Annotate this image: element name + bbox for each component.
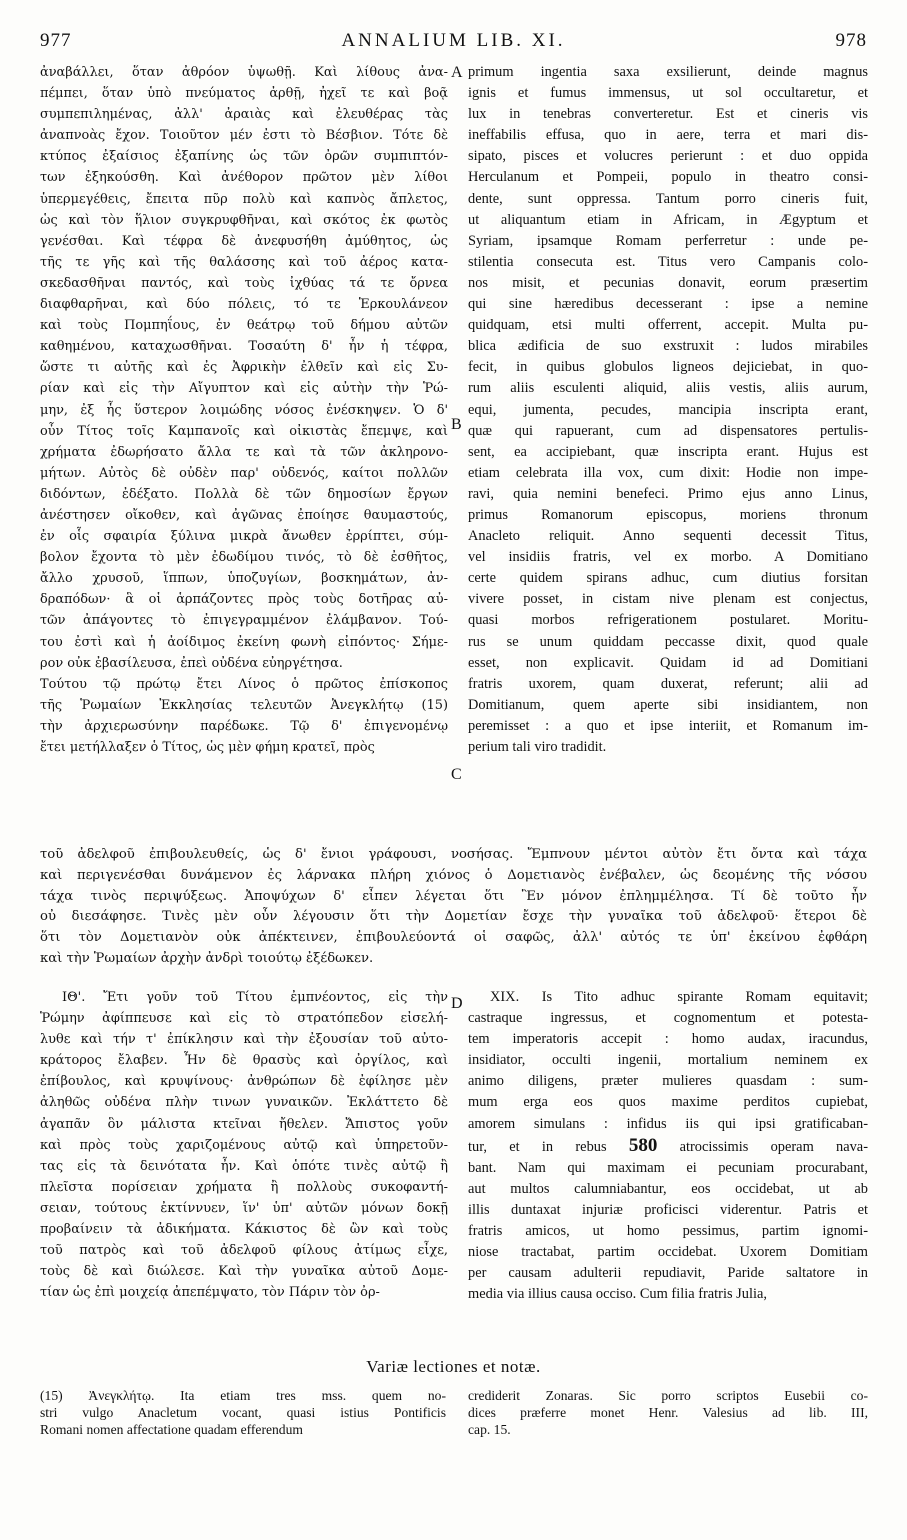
section-marker-d: D <box>451 995 463 1012</box>
greek-text-line: δραπόδων· ἃ οἱ ἁρπάζοντες πρὸς τοὺς δοτῆρας αὐ- <box>40 592 448 608</box>
greek-full-width-passage <box>40 845 867 975</box>
latin-text-line: ravi, quia nemini benefeci. Primo ejus anno Linus, <box>468 485 868 502</box>
note-line: (15) Ἀνεγκλήτῳ. Ita etiam tres mss. quem no- <box>40 1388 446 1403</box>
greek-text-line: χρήματα ἐδωρήσατο ἄλλα τε καὶ τὰ τῶν ἀκληρονο- <box>40 444 448 460</box>
greek-text-line: συμπεπιλημένας, ἀλλ' ἀραιὰς καὶ ἐλευθέρας τὰς <box>40 107 448 123</box>
greek-text-line: ἀγαπᾶν ὃν μάλιστα κτεῖναι ἤθελεν. Ἄπιστος γοῦν <box>40 1116 448 1132</box>
latin-text-line: ut aliquantum etiam in Africam, in Ægyptum et <box>468 211 868 228</box>
latin-text-line: nos misit, et pecunias donavit, eorum præsertim <box>468 274 868 291</box>
latin-text-line: fratris amicos, ut homo pessimus, partim ignomi- <box>468 1223 868 1240</box>
greek-text-line: τῶν ἀπάγοντες τὸ ἐπιγεγραμμένον ἐλάμβανον. Τού- <box>40 613 448 629</box>
latin-text-line: quasi morbos refrigerationem postularet. Moritu- <box>468 612 868 629</box>
greek-text-line: γενέσθαι. Καὶ τέφρα δὲ ἀνεφυσήθη ἀμύθητος, ὡς <box>40 233 448 249</box>
latin-text-line: mum erga eos quos maxime perditos cupiebat, <box>468 1094 868 1111</box>
greek-text-line: λυθε καὶ τήν τ' ἐπίκλησιν καὶ τὴν ἐξουσίαν τοῦ αὐτο- <box>40 1032 448 1048</box>
latin-text-line: etiam celebrata illa vox, cum dixit: Hodie non impe- <box>468 464 868 481</box>
latin-text-line: vivere posset, in cistam nive plenam est conjectus, <box>468 591 868 608</box>
note-line: cap. 15. <box>468 1422 511 1437</box>
latin-text-line: fecit, in quibus globulos ligneos dejiciebat, in quo- <box>468 359 868 376</box>
greek-text-line: πέμπει, ὅταν ὑπὸ πνεύματος ἀρθῇ, ἠχεῖ τε καὶ βοᾷ <box>40 86 448 102</box>
note-line: crediderit Zonaras. Sic porro scriptos Eusebii co- <box>468 1388 868 1403</box>
latin-text-line: castraque ingressus, et cognomentum et potesta- <box>468 1010 868 1027</box>
greek-text-line: καὶ πρὸς τοὺς χαριζομένους αὐτῷ καὶ ὑπηρετοῦν- <box>40 1137 448 1153</box>
section-marker-a: A <box>451 64 463 81</box>
greek-text-line: τοῦ πατρὸς καὶ τοῦ ἀδελφοῦ φίλους ἀτίμως εἶχε, <box>40 1243 448 1259</box>
latin-text-line: bant. Nam qui maximam ei pecuniam procurabant, <box>468 1159 868 1176</box>
greek-text-line: ἀναβάλλει, ὅταν ἀθρόον ὑψωθῇ. Καὶ λίθους ἀνα- <box>40 65 448 80</box>
latin-text-line: tur, et in rebus 580 atrocissimis operam nava- <box>468 1134 868 1156</box>
latin-text-line: Herculanum et Pompeii, populo in theatro consi- <box>468 169 868 186</box>
latin-text-line: Anacleto reliquit. Anno sequenti decessit Titus, <box>468 528 868 545</box>
greek-text-line: τάχα τινὸς περιψύξεως. Ἀποψύχων δ' εἶπεν λέγεται ὅτι Ἓν μόνον ἐπλημμέλησα. Τί δὲ τοῦτο ἦν <box>40 888 867 904</box>
latin-text-line: XIX. Is Tito adhuc spirante Romam equitavit; <box>490 989 868 1005</box>
greek-text-line: τῆς Ῥωμαίων Ἐκκλησίας τελευτῶν Ἀνεγκλήτῳ (15) <box>40 697 448 713</box>
notes-right-column <box>468 1387 868 1457</box>
note-line: Romani nomen affectatione quadam efferendum <box>40 1422 303 1437</box>
latin-text-line: amorem simulans : infidus iis qui ipsi gratificaban- <box>468 1115 868 1132</box>
greek-text-line: μήτων. Αὐτὸς δὲ οὐδὲν παρ' οὐδενός, καίτοι πολλῶν <box>40 465 448 481</box>
greek-column-top <box>40 62 448 842</box>
notes-title: Variæ lectiones et notæ. <box>366 1357 541 1376</box>
greek-text-line: σκεδασθῆναι παντός, καὶ τοὺς ἰχθύας τά τε ὄρνεα <box>40 275 448 291</box>
latin-text-line: rum aliis esculenti aliquid, aliis vestis, aliis aurum, <box>468 380 868 397</box>
running-title: ANNALIUM LIB. XI. <box>341 30 566 51</box>
latin-text-line: esset, non explicavit. Quidam id ad Domitiani <box>468 654 868 671</box>
latin-text-line: quæ qui rapuerant, cum ad dispensatores pertulis- <box>468 422 868 439</box>
latin-text-line: primum ingentia saxa exsilierunt, deinde magnus <box>468 64 868 80</box>
greek-text-line: ἔτει μετήλλαξεν ὁ Τίτος, ὡς μὲν φήμη κρατεῖ, πρὸς <box>40 740 375 755</box>
margin-number: 580 <box>628 1134 658 1156</box>
greek-text-line: διαφθαρῆναι, καὶ δύο πόλεις, τό τε Ἑρκουλάνεον <box>40 297 448 313</box>
greek-text-line: ἄλλο χρυσοῦ, ἵππων, ὑποζυγίων, βοσκημάτων, ἀν- <box>40 571 448 587</box>
latin-text-line: peremisset : a quo et ipse interiit, et Romanum im- <box>468 717 868 734</box>
greek-text-line: τοὺς δὲ καὶ διώλεσε. Καὶ τὴν γυναῖκα αὐτοῦ Δομε- <box>40 1264 448 1280</box>
greek-text-line: καθημένου, καταχωσθῆναι. Τοσαύτη δ' ἦν ἡ τέφρα, <box>40 339 448 355</box>
page-number-right: 978 <box>835 30 867 51</box>
greek-text-line: τοῦ ἀδελφοῦ ἐπιβουλευθείς, ὡς δ' ἔνιοι γράφουσι, νοσήσας. Ἔμπνουν μέντοι αὐτὸν ἔτι ὄντα καὶ τάχα <box>40 847 867 862</box>
greek-text-line: διδόντων, ἐδέξατο. Πολλὰ δὲ τῶν δημοσίων ἔργων <box>40 486 448 502</box>
latin-text-line: insidiator, occulti ingenii, mortalium neminem ex <box>468 1052 868 1069</box>
greek-text-line: ΙΘ'. Ἔτι γοῦν τοῦ Τίτου ἐμπνέοντος, εἰς τὴν <box>62 990 448 1005</box>
page-header <box>40 30 867 56</box>
greek-text-line: καὶ τὴν Ῥωμαίων ἀρχὴν ἀνδρὶ τοιούτῳ ἐξέδωκεν. <box>40 950 374 966</box>
greek-text-line: ἀναπνοὰς ἔχον. Τοιοῦτον μέν ἐστι τὸ Βέσβιον. Τότε δὲ <box>40 128 448 144</box>
latin-text-line: tem imperatoris accepit : homo audax, iracundus, <box>468 1031 868 1048</box>
latin-text-line: sipato, pisces et volucres perierunt : et duo oppida <box>468 148 868 165</box>
latin-text-line: fratris uxorem, quam duxerat, referunt; alii ad <box>468 675 868 692</box>
greek-text-line: ἀνέστησεν οἴκοθεν, καὶ ἀγῶνας ἐποίησε θαυμαστούς, <box>40 507 448 523</box>
latin-text-line: illis duntaxat injuriæ proficisci viderentur. Patris et <box>468 1201 868 1218</box>
greek-text-line: ἀληθῶς οὐδένα πλὴν τινων γυναικῶν. Ἐκλάττετο δὲ <box>40 1095 448 1111</box>
greek-text-line: σειαν, τούτους ἐκτίννυεν, ἵν' ὑπ' αὐτῶν μόνων δοκῇ <box>40 1200 448 1216</box>
greek-text-line: καὶ τοὺς Πομπηΐους, ἐν θεάτρῳ τοῦ δήμου αὐτῶν <box>40 318 448 334</box>
greek-text-line: τας εἰς τὰ δεινότατα ἦν. Καὶ ὁπότε τινὲς αὐτῷ ἢ <box>40 1158 448 1174</box>
greek-text-line: ἐν οἷς σφαιρία ξύλινα μικρὰ ἄνωθεν ἐρρίπτει, σύμ- <box>40 529 448 545</box>
greek-text-line: οὖν Τίτος τοῖς Καμπανοῖς καὶ οἰκιστὰς ἔπεμψε, καὶ <box>40 423 448 439</box>
latin-text-line: aut multos calumniabantur, eos occidebat, ut ab <box>468 1180 868 1197</box>
greek-text-line: ὑπερμεγέθεις, ἔπειτα πῦρ πολὺ καὶ καπνὸς ἄπλετος, <box>40 191 448 207</box>
latin-text-line: qui sine hæredibus decesserant : ipse a nemine <box>468 296 868 313</box>
greek-text-line: ρον οὐκ ἐβασίλευσα, ἐπεὶ οὐδένα εὐηργέτησα. <box>40 655 343 671</box>
greek-text-line: ρίαν καὶ εἰς τὴν Αἴγυπτον καὶ εἰς αὐτὴν τὴν Ῥώ- <box>40 381 448 397</box>
greek-text-line: βολον ἔχοντα τὸ μὲν ἐδωδίμου τινός, τὸ δὲ ἐσθῆτος, <box>40 550 448 566</box>
latin-text-line: dente, sunt oppressa. Tantum porro cineris fuit, <box>468 190 868 207</box>
latin-column-bottom <box>468 987 868 1317</box>
notes-left-column <box>40 1387 446 1457</box>
latin-text-line: niose tractabat, partim occidebat. Uxorem Domitiam <box>468 1244 868 1261</box>
latin-text-line: Domitianum, quem aperte sibi insidiantem, non <box>468 696 868 713</box>
latin-text-line: primus Romanorum episcopus, moriens thronum <box>468 506 868 523</box>
greek-text-line: ὡς καὶ τὸν ἥλιον συγκρυφθῆναι, καὶ σκότος ἐκ φωτὸς <box>40 212 448 228</box>
note-line: stri vulgo Anacletum vocant, quasi istius Pontificis <box>40 1405 446 1420</box>
greek-text-line: τῆς τε γῆς καὶ τῆς θαλάσσης καὶ τοῦ ἀέρος κατα- <box>40 254 448 270</box>
greek-text-line: τίαν ὡς ἐπὶ μοιχείᾳ ἀπεπέμψατο, τὸν Πάριν τὸν ὀρ- <box>40 1285 380 1301</box>
latin-text-line: blica ædificia de suo exstruxit : ludos mirabiles <box>468 338 868 355</box>
note-line: dices præferre monet Henr. Valesius ad lib. III, <box>468 1405 868 1420</box>
latin-text-line: per causam adulterii repudiavit, Paride saltatore in <box>468 1265 868 1282</box>
latin-text-line: rus se unum quiddam peccasse dixit, quod quale <box>468 633 868 650</box>
latin-text-line: certe quidem spirans adhuc, cum diutius forsitan <box>468 570 868 587</box>
greek-text-line: κτύπος ἐξαίσιος ἐξαπίνης ὡς τῶν ὀρῶν συμπιπτόν- <box>40 149 448 165</box>
latin-text-line: Syriam, ipsamque Romam perferretur : unde pe- <box>468 232 868 249</box>
greek-text-line: Ῥώμην ἀφίππευσε καὶ εἰς τὸ στρατόπεδον εἰσελή- <box>40 1011 448 1027</box>
latin-text-line: animo diligens, præter mulieres quasdam : sum- <box>468 1073 868 1090</box>
latin-text-line: ignis et fumus immensus, ut sol occultaretur, et <box>468 85 868 102</box>
greek-text-line: του ἐστὶ καὶ ἡ ἀοίδιμος ἐκείνη φωνὴ εἰπόντος· Σήμε- <box>40 634 448 650</box>
section-marker-b: B <box>451 416 462 433</box>
greek-text-line: Τούτου τῷ πρώτῳ ἔτει Λίνος ὁ πρῶτος ἐπίσκοπος <box>40 676 448 692</box>
greek-text-line: καὶ περιγενέσθαι δυνάμενον ἐς λάρνακα πλήρη χιόνος ὁ Δομετιανὸς ἐνέβαλεν, ὡς δεομένης τῆς νόσου <box>40 867 867 883</box>
greek-text-line: προβαίνειν τὰ ἀδικήματα. Κάκιστος δὲ ὢν καὶ τοὺς <box>40 1222 448 1238</box>
latin-text-line: ineffabilis effusa, quo in aere, terra et mari dis- <box>468 127 868 144</box>
latin-text-line: perium tali viro tradidit. <box>468 739 607 755</box>
latin-text-line: lux in tenebras converteretur. Est et cineris vis <box>468 106 868 123</box>
greek-text-line: κράτορος ἔλαβεν. Ἦν δὲ θρασὺς καὶ ὀργίλος, καὶ <box>40 1053 448 1069</box>
latin-text-line: sent, ea accipiebant, quæ inscripta erant. Hujus est <box>468 443 868 460</box>
greek-text-line: μην, ἐξ ἧς ὕστερον λοιμώδης νόσος ἐνέσκηψεν. Ὁ δ' <box>40 402 448 418</box>
latin-text-line: media via illius causa occiso. Cum filia fratris Julia, <box>468 1286 767 1303</box>
greek-text-line: ὥστε τι αὐτῆς καὶ ἐς Ἀφρικὴν ἐλθεῖν καὶ εἰς Συ- <box>40 360 448 376</box>
section-marker-c: C <box>451 766 462 783</box>
greek-text-line: ὅτι τὸν Δομετιανὸν οὐκ ἀπέκτεινεν, ἐπιβουλεύοντά οἱ σαφῶς, ἀλλ' αὐτός τε ὑπ' ἐκείνου ἐφθάρη <box>40 930 867 946</box>
page-number-left: 977 <box>40 30 72 51</box>
latin-column-top <box>468 62 868 842</box>
greek-text-line: πλεῖστα πορίσειαν χρήματα ἢ πολλοὺς συκοφαντή- <box>40 1179 448 1195</box>
latin-text-line: equi, jumenta, pecudes, mancipia inscripta erant, <box>468 401 868 418</box>
latin-text-line: stilentia consecuta est. Titus vero Campanis colo- <box>468 253 868 270</box>
greek-column-bottom <box>40 987 448 1317</box>
greek-text-line: τὴν ἀρχιερωσύνην παρέδωκε. Τῷ δ' ἐπιγενομένῳ <box>40 718 448 734</box>
greek-text-line: των ἐξηκούσθη. Καὶ ἀνέθορον πρῶτον μὲν λίθοι <box>40 170 448 186</box>
latin-text-line: quidquam, etsi multi offerrent, accepit. Multa pu- <box>468 317 868 334</box>
greek-text-line: οὐ διεσάφησε. Τινὲς μὲν οὖν λέγουσιν ὅτι τὴν Δομετίαν ἔσχε τὴν γυναῖκα τοῦ ἀδελφοῦ· ἕτεροι δὲ <box>40 909 867 925</box>
greek-text-line: ἐπίβουλος, καὶ κρυψίνους· ἀνθρώπων δὲ ἐφίλησε μὲν <box>40 1074 448 1090</box>
latin-text-line: vel insidiis fratris, vel ex morbo. A Domitiano <box>468 549 868 566</box>
